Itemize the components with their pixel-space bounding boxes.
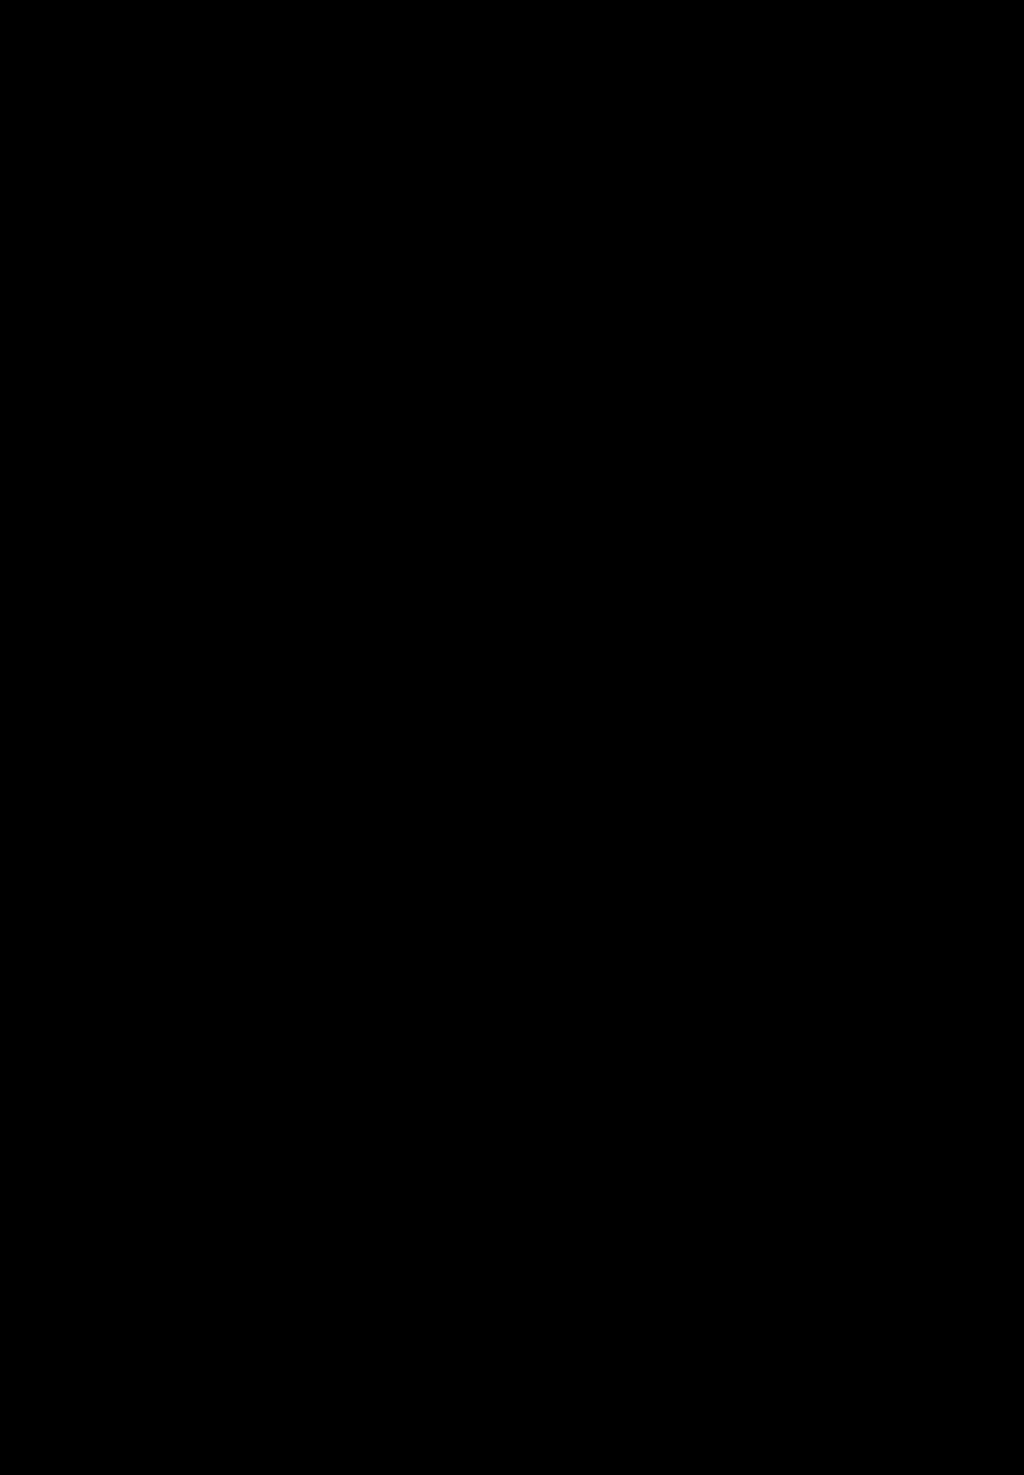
- paragraph-2: Visszatérve a huszadik századi rendtörténet-írásra, Karácsonyi János nagyváradi kanonok halála után Balanyi György piarista szerzetes, történész folytatta a kutatásokat, és több fontos tanulmányt közölt Szent Ferenc fiainak egyetemes és hazai történetével kapcsolatban. Takács Ince ferences szerzetes a harmincas évektől kezdve jelentkezett egyre gyakrabban rendtörténeti témájú írásaival, a mostoha történelem azonban megakadályozta élete főművének publikálásában, amelyet nemrég poszthumusz megjelenésben vehetett kézbe a magyar olvasók népes tábora. Nagy öröm, hogy Rácz Piusz ferences szerzetes folytatja a rendtörténet-írás nemes hagyományát és évtizedes kutatásának eredményeit e könyvben közrebocsátja. A szerzőtől merészség, hogy a megszokott mariánus provincia helyett Mariana Provincia elnevezést alkalmaz, de hát a klasszikus filológus megjelölés helyett is a klasszikus filológus a helyes változat, és ennek alapján dicsérendő a helyes kifejezés használata.: [52, 278, 938, 556]
- body-text: [52, 104, 938, 646]
- signature: Dr. Török József: [700, 819, 834, 841]
- footer-rule: [36, 1389, 788, 1391]
- paragraph-1: területekről jöttek beszélték. Az egyik első, ismert provinciális francia földről származott el hazánkba. Eger mellett Pozsony, Győr, Esztergom, Székesfehérvár, Óbuda lehettek az első, őket befogadó városok. Az 1230-as évek második felében az ország déli részein (Pécs, Szerémség), valamint az észak-nyugati területeken is otthonra találtak, s ennek logikus következménye volt az, hogy 1238-ban felállították a magyar tartományt, ami a ferences rendben egy évvel később bejegyzett szervezeti válságot-földrengést is túlélte. Ez azt jelentette, hogy a magyar provincia életképes volt, elegendő számú közösséggel rendelkezett az önállóság megőrzéséhez.: [52, 107, 938, 271]
- paragraph-3: Minden könyv önmagáért beszél, az előszónak nem feladata röviden elmondani annak tartalmát. E sorok írója arra kéri az olvasót, üsse föl e könyvet, mélyedjen el az olvasásában és kössön jóbarátságot Szent Ferenc fiaival.: [52, 563, 938, 641]
